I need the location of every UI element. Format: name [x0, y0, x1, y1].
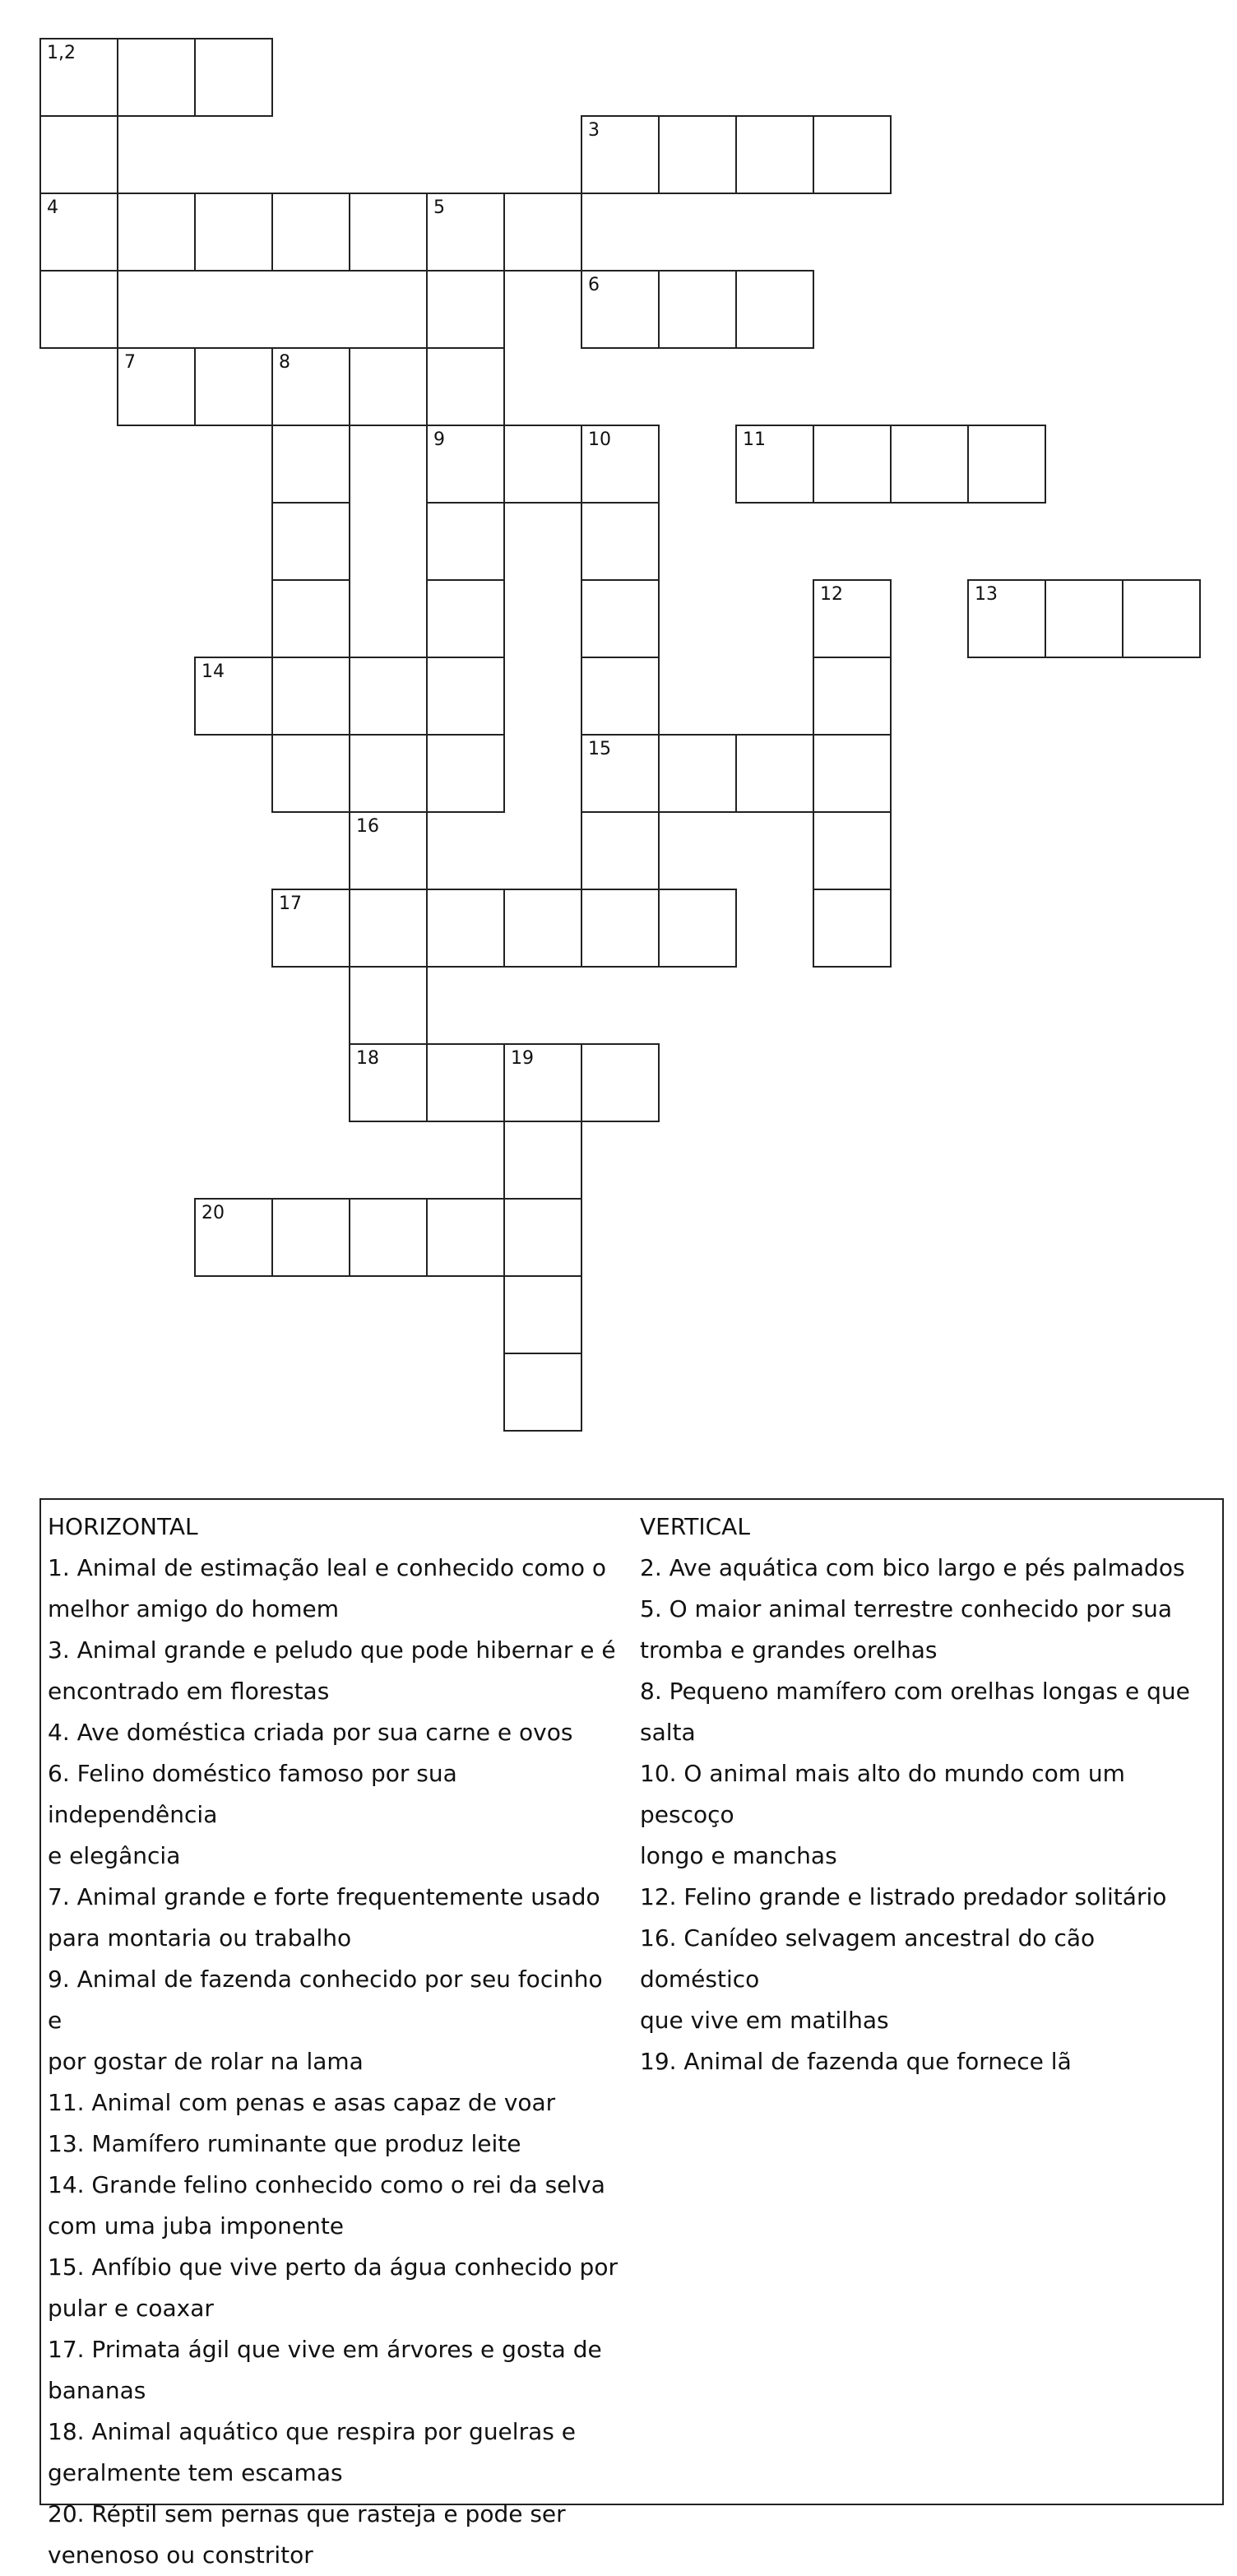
- clue-line: 8. Pequeno mamífero com orelhas longas e que: [640, 1678, 1190, 1705]
- grid-cell[interactable]: [117, 38, 196, 117]
- clue-line: 5. O maior animal terrestre conhecido por sua: [640, 1595, 1173, 1622]
- clue-line: e elegância: [48, 1842, 181, 1869]
- clue-line: geralmente tem escamas: [48, 2459, 343, 2486]
- clue-line: 12. Felino grande e listrado predador solitário: [640, 1883, 1167, 1910]
- grid-cell[interactable]: [581, 811, 660, 890]
- clue-line: 10. O animal mais alto do mundo com um pescoço: [640, 1760, 1125, 1828]
- grid-cell[interactable]: [735, 734, 814, 813]
- clue-number: 5: [433, 197, 445, 218]
- grid-cell[interactable]: [117, 347, 196, 426]
- grid-cell[interactable]: [349, 889, 428, 968]
- grid-cell[interactable]: [813, 889, 892, 968]
- clue-number: 7: [124, 352, 136, 373]
- clue-number: 16: [356, 816, 379, 837]
- clues-box: [39, 1498, 1224, 2569]
- clue-number: 13: [975, 584, 998, 605]
- grid-cell[interactable]: [658, 115, 737, 194]
- clue-number: 17: [279, 893, 302, 914]
- grid-cell[interactable]: [581, 734, 660, 813]
- grid-cell[interactable]: [194, 1198, 273, 1277]
- grid-cell[interactable]: [39, 193, 118, 272]
- grid-cell[interactable]: [503, 1275, 582, 1354]
- grid-cell[interactable]: [503, 1121, 582, 1200]
- grid-cell[interactable]: [349, 347, 428, 426]
- grid-cell[interactable]: [503, 1043, 582, 1122]
- grid-cell[interactable]: [426, 193, 505, 272]
- clue-number: 3: [588, 120, 600, 141]
- grid-cell[interactable]: [349, 734, 428, 813]
- grid-cell[interactable]: [581, 657, 660, 736]
- clue-number: 8: [279, 352, 290, 373]
- clue-line: bananas: [48, 2377, 146, 2404]
- clue-number: 10: [588, 429, 611, 450]
- grid-cell[interactable]: [194, 657, 273, 736]
- clue-line: 19. Animal de fazenda que fornece lã: [640, 2048, 1072, 2075]
- grid-cell[interactable]: [39, 115, 118, 194]
- grid-cell[interactable]: [503, 1198, 582, 1277]
- clue-line: para montaria ou trabalho: [48, 1924, 352, 1952]
- clue-line: tromba e grandes orelhas: [640, 1636, 938, 1664]
- grid-cell[interactable]: [503, 425, 582, 504]
- grid-cell[interactable]: [271, 1198, 350, 1277]
- grid-cell[interactable]: [503, 193, 582, 272]
- grid-cell[interactable]: [194, 347, 273, 426]
- grid-cell[interactable]: [426, 734, 505, 813]
- horizontal-clue-list: [48, 1548, 623, 2576]
- clue-line: 1. Animal de estimação leal e conhecido como o: [48, 1554, 607, 1581]
- grid-cell[interactable]: [967, 425, 1046, 504]
- clue-number: 20: [202, 1203, 225, 1223]
- clue-line: venenoso ou constritor: [48, 2541, 313, 2569]
- grid-cell[interactable]: [349, 1043, 428, 1122]
- grid-cell[interactable]: [426, 347, 505, 426]
- grid-cell[interactable]: [581, 579, 660, 658]
- grid-cell[interactable]: [349, 657, 428, 736]
- clue-line: 11. Animal com penas e asas capaz de voar: [48, 2089, 556, 2116]
- grid-cell[interactable]: [271, 425, 350, 504]
- clue-line: 6. Felino doméstico famoso por sua independência: [48, 1760, 457, 1828]
- clue-number: 19: [511, 1048, 534, 1069]
- grid-cell[interactable]: [426, 889, 505, 968]
- grid-cell[interactable]: [581, 425, 660, 504]
- clue-line: 2. Ave aquática com bico largo e pés palmados: [640, 1554, 1185, 1581]
- grid-cell[interactable]: [426, 425, 505, 504]
- grid-cell[interactable]: [1122, 579, 1201, 658]
- clue-line: 15. Anfíbio que vive perto da água conhecido por: [48, 2253, 618, 2281]
- grid-cell[interactable]: [271, 657, 350, 736]
- clue-number: 6: [588, 275, 600, 295]
- clue-line: 18. Animal aquático que respira por guelras e: [48, 2418, 576, 2445]
- clue-number: 15: [588, 739, 611, 759]
- grid-cell[interactable]: [813, 811, 892, 890]
- grid-cell[interactable]: [735, 270, 814, 349]
- grid-cell[interactable]: [581, 115, 660, 194]
- clue-line: 17. Primata ágil que vive em árvores e gosta de: [48, 2336, 602, 2363]
- clue-line: por gostar de rolar na lama: [48, 2048, 364, 2075]
- grid-cell[interactable]: [658, 734, 737, 813]
- grid-cell[interactable]: [735, 115, 814, 194]
- grid-cell[interactable]: [39, 270, 118, 349]
- grid-cell[interactable]: [813, 115, 892, 194]
- clue-number: 9: [433, 429, 445, 450]
- grid-cell[interactable]: [426, 1198, 505, 1277]
- grid-cell[interactable]: [39, 38, 118, 117]
- grid-cell[interactable]: [1045, 579, 1123, 658]
- clue-line: longo e manchas: [640, 1842, 837, 1869]
- grid-cell[interactable]: [426, 657, 505, 736]
- vertical-clue-list: [640, 1548, 1216, 2082]
- vertical-clues: [640, 1500, 1216, 2082]
- clue-line: 3. Animal grande e peludo que pode hibernar e é: [48, 1636, 616, 1664]
- clue-line: com uma juba imponente: [48, 2212, 345, 2239]
- clue-line: 4. Ave doméstica criada por sua carne e ovos: [48, 1719, 573, 1746]
- clue-number: 11: [743, 429, 766, 450]
- horizontal-clues: [48, 1500, 623, 2576]
- grid-cell[interactable]: [271, 889, 350, 968]
- grid-cell[interactable]: [581, 270, 660, 349]
- grid-cell[interactable]: [503, 1353, 582, 1432]
- grid-cell[interactable]: [271, 502, 350, 581]
- clue-number: 14: [202, 661, 225, 682]
- clue-line: 20. Réptil sem pernas que rasteja e pode ser: [48, 2500, 566, 2527]
- grid-cell[interactable]: [349, 193, 428, 272]
- clue-number: 4: [47, 197, 58, 218]
- grid-cell[interactable]: [813, 579, 892, 658]
- clue-line: 7. Animal grande e forte frequentemente usado: [48, 1883, 600, 1910]
- grid-cell[interactable]: [967, 579, 1046, 658]
- grid-cell[interactable]: [117, 193, 196, 272]
- grid-cell[interactable]: [349, 811, 428, 890]
- grid-cell[interactable]: [581, 1043, 660, 1122]
- grid-cell[interactable]: [426, 502, 505, 581]
- grid-cell[interactable]: [426, 1043, 505, 1122]
- grid-cell[interactable]: [271, 193, 350, 272]
- clue-line: 13. Mamífero ruminante que produz leite: [48, 2130, 521, 2157]
- grid-cell[interactable]: [890, 425, 969, 504]
- grid-cell[interactable]: [426, 579, 505, 658]
- grid-cell[interactable]: [581, 889, 660, 968]
- clue-line: pular e coaxar: [48, 2295, 214, 2322]
- grid-cell[interactable]: [658, 889, 737, 968]
- grid-cell[interactable]: [349, 966, 428, 1045]
- grid-cell[interactable]: [813, 734, 892, 813]
- grid-cell[interactable]: [271, 347, 350, 426]
- clue-line: encontrado em florestas: [48, 1678, 330, 1705]
- grid-cell[interactable]: [735, 425, 814, 504]
- clue-number: 12: [820, 584, 843, 605]
- grid-cell[interactable]: [271, 734, 350, 813]
- clue-line: melhor amigo do homem: [48, 1595, 340, 1622]
- vertical-title: VERTICAL: [640, 1513, 750, 1540]
- grid-cell[interactable]: [658, 270, 737, 349]
- grid-cell[interactable]: [426, 270, 505, 349]
- grid-cell[interactable]: [194, 38, 273, 117]
- grid-cell[interactable]: [271, 579, 350, 658]
- grid-cell[interactable]: [194, 193, 273, 272]
- clue-line: salta: [640, 1719, 696, 1746]
- grid-cell[interactable]: [503, 889, 582, 968]
- clue-number: 18: [356, 1048, 379, 1069]
- clue-line: 16. Canídeo selvagem ancestral do cão doméstico: [640, 1924, 1096, 1993]
- grid-cell[interactable]: [813, 425, 892, 504]
- horizontal-title: HORIZONTAL: [48, 1513, 198, 1540]
- clue-line: 14. Grande felino conhecido como o rei da selva: [48, 2171, 605, 2198]
- clue-line: que vive em matilhas: [640, 2007, 889, 2034]
- clue-number: 1,2: [47, 43, 76, 63]
- grid-cell[interactable]: [349, 1198, 428, 1277]
- grid-cell[interactable]: [581, 502, 660, 581]
- grid-cell[interactable]: [813, 657, 892, 736]
- clue-line: 9. Animal de fazenda conhecido por seu focinho e: [48, 1966, 603, 2034]
